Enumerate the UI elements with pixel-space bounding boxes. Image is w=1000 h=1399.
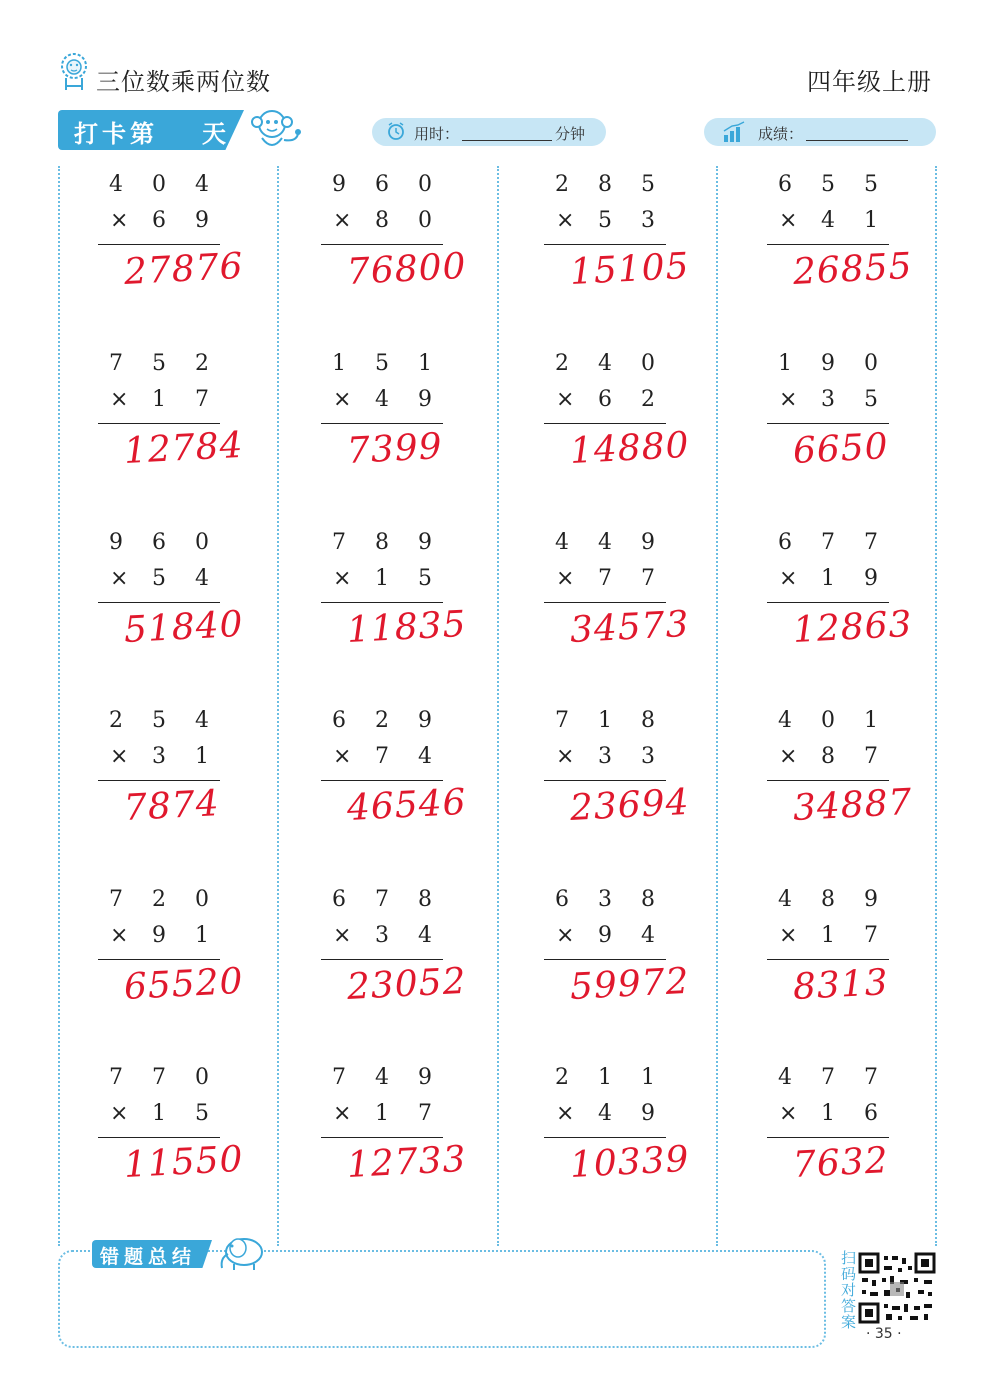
multiplier: 3 5: [821, 387, 889, 412]
answer-rule: [98, 1137, 220, 1138]
times-sign: ×: [779, 566, 798, 591]
answer-rule: [321, 244, 443, 245]
multiplier: 8 0: [375, 208, 443, 233]
multiplication-problem: [767, 172, 937, 342]
lion-icon: [58, 52, 90, 92]
handwritten-answer[interactable]: 8313: [791, 962, 890, 1008]
handwritten-answer[interactable]: 7632: [791, 1140, 890, 1186]
multiplier: 4 1: [821, 208, 889, 233]
multiplicand: 6 7 8: [332, 887, 443, 912]
times-sign: ×: [333, 923, 352, 948]
multiplicand: 9 6 0: [109, 530, 220, 555]
column-divider: [58, 166, 60, 1246]
handwritten-answer[interactable]: 27876: [122, 245, 245, 293]
times-sign: ×: [556, 387, 575, 412]
page-header: [0, 0, 1000, 160]
times-sign: ×: [556, 208, 575, 233]
time-label: 用时：: [414, 125, 460, 143]
multiplication-problem: [767, 887, 937, 1057]
times-sign: ×: [779, 1101, 798, 1126]
handwritten-answer[interactable]: 26855: [791, 245, 914, 293]
times-sign: ×: [779, 387, 798, 412]
multiplication-problem: [98, 708, 268, 878]
multiplier: 3 4: [375, 923, 443, 948]
times-sign: ×: [110, 1101, 129, 1126]
page-title: 三位数乘两位数: [96, 68, 271, 96]
multiplication-problem: [544, 887, 714, 1057]
times-sign: ×: [556, 566, 575, 591]
multiplicand: 6 3 8: [555, 887, 666, 912]
answer-rule: [767, 1137, 889, 1138]
multiplication-problem: [767, 351, 937, 521]
answer-rule: [544, 244, 666, 245]
handwritten-answer[interactable]: 7399: [345, 426, 444, 472]
multiplicand: 7 4 9: [332, 1065, 443, 1090]
times-sign: ×: [110, 387, 129, 412]
answer-rule: [98, 423, 220, 424]
time-unit: 分钟: [555, 125, 586, 143]
multiplier: 1 9: [821, 566, 889, 591]
answer-rule: [544, 1137, 666, 1138]
column-divider: [497, 166, 499, 1246]
multiplier: 1 7: [152, 387, 220, 412]
multiplicand: 4 7 7: [778, 1065, 889, 1090]
multiplicand: 4 0 1: [778, 708, 889, 733]
multiplier: 4 9: [375, 387, 443, 412]
times-sign: ×: [779, 208, 798, 233]
answer-rule: [544, 602, 666, 603]
multiplicand: 7 8 9: [332, 530, 443, 555]
multiplication-problem: [98, 1065, 268, 1235]
multiplication-problem: [767, 1065, 937, 1235]
multiplicand: 4 4 9: [555, 530, 666, 555]
multiplier: 6 2: [598, 387, 666, 412]
answer-rule: [98, 602, 220, 603]
checkin-label: 打卡第: [74, 120, 158, 148]
answer-rule: [321, 959, 443, 960]
multiplication-problem: [98, 351, 268, 521]
summary-label: 错题总结: [100, 1246, 197, 1268]
multiplicand: 1 5 1: [332, 351, 443, 376]
multiplier: 5 3: [598, 208, 666, 233]
handwritten-answer[interactable]: 34573: [568, 603, 691, 651]
answer-rule: [767, 780, 889, 781]
times-sign: ×: [110, 744, 129, 769]
multiplicand: 7 7 0: [109, 1065, 220, 1090]
multiplication-problem: [544, 530, 714, 700]
times-sign: ×: [556, 923, 575, 948]
multiplicand: 6 5 5: [778, 172, 889, 197]
score-label: 成绩：: [758, 125, 804, 143]
handwritten-answer[interactable]: 7874: [122, 783, 221, 829]
multiplicand: 6 7 7: [778, 530, 889, 555]
multiplier: 4 9: [598, 1101, 666, 1126]
clock-icon: [386, 121, 406, 141]
multiplicand: 4 0 4: [109, 172, 220, 197]
handwritten-answer[interactable]: 15105: [568, 245, 691, 293]
multiplicand: 4 8 9: [778, 887, 889, 912]
answer-rule: [767, 602, 889, 603]
multiplication-problem: [321, 351, 491, 521]
answer-rule: [544, 959, 666, 960]
elephant-icon: [214, 1228, 270, 1272]
handwritten-answer[interactable]: 10339: [568, 1138, 691, 1186]
score-input[interactable]: [806, 140, 908, 141]
handwritten-answer[interactable]: 65520: [122, 960, 245, 1008]
checkin-day-label: 天: [202, 120, 226, 148]
handwritten-answer[interactable]: 14880: [568, 424, 691, 472]
multiplicand: 2 5 4: [109, 708, 220, 733]
monkey-icon: [248, 104, 302, 154]
handwritten-answer[interactable]: 11550: [122, 1138, 245, 1186]
times-sign: ×: [333, 208, 352, 233]
times-sign: ×: [333, 387, 352, 412]
answer-rule: [98, 959, 220, 960]
answer-rule: [321, 1137, 443, 1138]
multiplier: 6 9: [152, 208, 220, 233]
bar-chart-icon: [722, 121, 746, 143]
multiplication-problem: [767, 708, 937, 878]
multiplication-problem: [321, 530, 491, 700]
multiplicand: 1 9 0: [778, 351, 889, 376]
answer-rule: [767, 244, 889, 245]
multiplicand: 6 2 9: [332, 708, 443, 733]
answer-rule: [767, 959, 889, 960]
multiplicand: 7 5 2: [109, 351, 220, 376]
multiplication-problem: [98, 530, 268, 700]
scan-answer-label: 扫码对答案: [839, 1250, 857, 1330]
answer-rule: [544, 423, 666, 424]
grade-label: 四年级上册: [807, 68, 932, 96]
multiplication-problem: [321, 172, 491, 342]
multiplier: 3 1: [152, 744, 220, 769]
page-number: · 35 ·: [866, 1326, 902, 1342]
handwritten-answer[interactable]: 23694: [568, 781, 691, 829]
multiplier: 9 4: [598, 923, 666, 948]
multiplication-problem: [321, 708, 491, 878]
multiplier: 1 7: [821, 923, 889, 948]
handwritten-answer[interactable]: 34887: [791, 781, 914, 829]
multiplication-problem: [321, 887, 491, 1057]
multiplicand: 7 1 8: [555, 708, 666, 733]
multiplicand: 7 2 0: [109, 887, 220, 912]
answer-rule: [98, 780, 220, 781]
times-sign: ×: [556, 744, 575, 769]
multiplicand: 2 8 5: [555, 172, 666, 197]
handwritten-answer[interactable]: 12784: [122, 424, 245, 472]
answer-rule: [98, 244, 220, 245]
multiplicand: 2 1 1: [555, 1065, 666, 1090]
multiplication-problem: [544, 708, 714, 878]
handwritten-answer[interactable]: 76800: [345, 245, 468, 293]
times-sign: ×: [333, 744, 352, 769]
times-sign: ×: [110, 566, 129, 591]
column-divider: [277, 166, 279, 1246]
answer-rule: [767, 423, 889, 424]
handwritten-answer[interactable]: 23052: [345, 960, 468, 1008]
answer-rule: [321, 602, 443, 603]
handwritten-answer[interactable]: 51840: [122, 603, 245, 651]
times-sign: ×: [779, 923, 798, 948]
handwritten-answer[interactable]: 12863: [791, 603, 914, 651]
answer-rule: [544, 780, 666, 781]
multiplication-problem: [544, 351, 714, 521]
answer-rule: [321, 423, 443, 424]
multiplier: 3 3: [598, 744, 666, 769]
time-input[interactable]: [462, 140, 552, 141]
handwritten-answer[interactable]: 12733: [345, 1138, 468, 1186]
multiplier: 1 7: [375, 1101, 443, 1126]
handwritten-answer[interactable]: 46546: [345, 781, 468, 829]
multiplication-problem: [544, 172, 714, 342]
multiplier: 5 4: [152, 566, 220, 591]
multiplicand: 2 4 0: [555, 351, 666, 376]
multiplication-problem: [98, 172, 268, 342]
handwritten-answer[interactable]: 11835: [345, 603, 468, 651]
times-sign: ×: [110, 923, 129, 948]
handwritten-answer[interactable]: 6650: [791, 426, 890, 472]
multiplier: 1 6: [821, 1101, 889, 1126]
multiplier: 7 7: [598, 566, 666, 591]
column-divider: [716, 166, 718, 1246]
times-sign: ×: [110, 208, 129, 233]
multiplier: 8 7: [821, 744, 889, 769]
times-sign: ×: [333, 566, 352, 591]
times-sign: ×: [779, 744, 798, 769]
multiplier: 1 5: [375, 566, 443, 591]
multiplier: 9 1: [152, 923, 220, 948]
multiplier: 1 5: [152, 1101, 220, 1126]
handwritten-answer[interactable]: 59972: [568, 960, 691, 1008]
times-sign: ×: [333, 1101, 352, 1126]
answer-rule: [321, 780, 443, 781]
multiplicand: 9 6 0: [332, 172, 443, 197]
multiplication-problem: [767, 530, 937, 700]
multiplication-problem: [98, 887, 268, 1057]
multiplication-problem: [321, 1065, 491, 1235]
qr-code-icon[interactable]: [858, 1252, 936, 1324]
times-sign: ×: [556, 1101, 575, 1126]
multiplication-problem: [544, 1065, 714, 1235]
multiplier: 7 4: [375, 744, 443, 769]
